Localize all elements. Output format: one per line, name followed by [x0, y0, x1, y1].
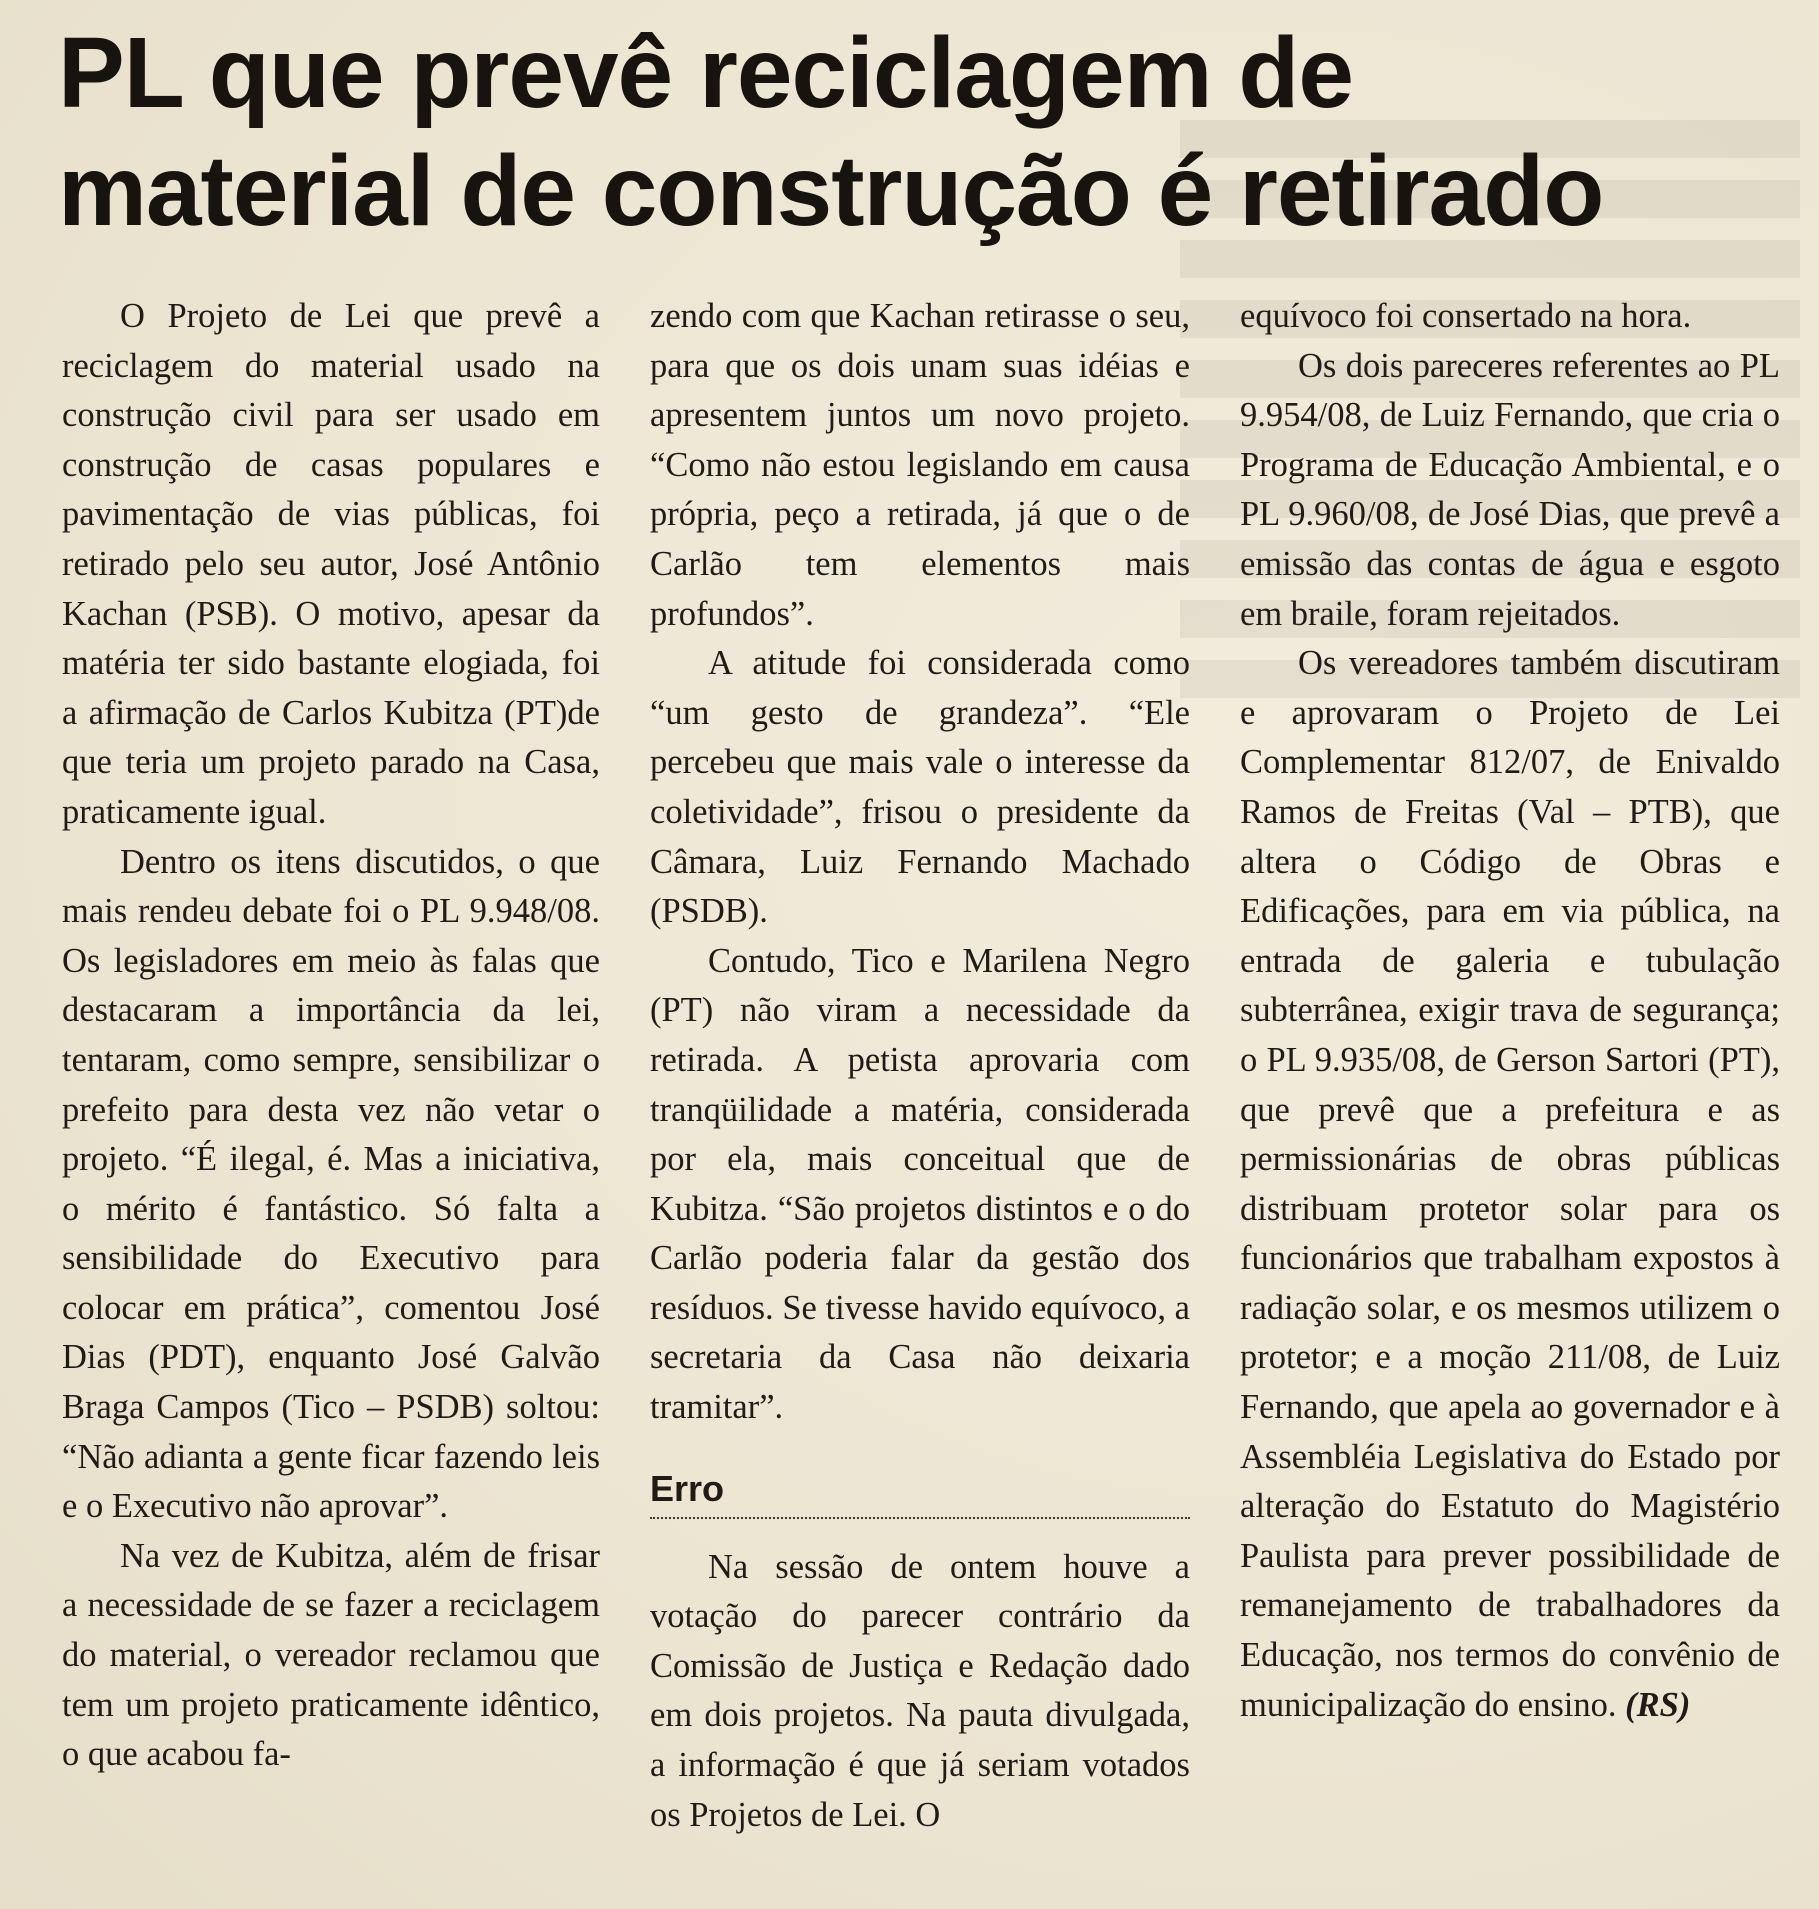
paragraph: Na vez de Kubitza, além de frisar a necessidade de se fazer a reciclagem do material, o vereador reclamou que tem um projeto praticamente idêntico, o que acabou fa- — [62, 1536, 600, 1774]
paragraph: Na sessão de ontem houve a votação do parecer contrário da Comissão de Justiça e Redação dado em dois projetos. Na pauta divulgada, a informação é que já seriam votados os Projetos de Lei. O — [650, 1547, 1190, 1834]
article-column-2 — [650, 292, 1190, 1840]
article-column-3 — [1240, 292, 1780, 1730]
paragraph-text: Os vereadores também discutiram e aprovaram o Projeto de Lei Complementar 812/07, de Enivaldo Ramos de Freitas (Val – PTB), que altera o Código de Obras e Edificações, para em via pública, na entrada de galeria e tubulação subterrânea, exigir trava de segurança; o PL 9.935/08, de Gerson Sartori (PT), que prevê que a prefeitura e as permissionárias de obras públicas distribuam protetor solar para os funcionários que trabalham expostos à radiação solar, e os mesmos utilizem o protetor; e a moção 211/08, de Luiz Fernando, que apela ao governador e à Assembléia Legislativa do Estado por alteração do Estatuto do Magistério Paulista para prever possibilidade de remanejamento de trabalhadores da Educação, nos termos do convênio de municipalização do ensino. — [1240, 644, 1780, 1724]
paragraph: Os dois pareceres referentes ao PL 9.954/08, de Luiz Fernando, que cria o Programa de Educação Ambiental, e o PL 9.960/08, de José Dias, que prevê a emissão das contas de água e esgoto em braile, foram rejeitados. — [1240, 346, 1780, 633]
paragraph: Contudo, Tico e Marilena Negro (PT) não viram a necessidade da retirada. A petista aprovaria com tranqüilidade a matéria, considerada por ela, mais conceitual que de Kubitza. “São projetos distintos e o do Carlão poderia falar da gestão dos resíduos. Se tivesse havido equívoco, a secretaria da Casa não deixaria tramitar”. — [650, 941, 1190, 1427]
article-column-1 — [62, 292, 600, 1780]
headline-line-1: PL que prevê reciclagem de — [58, 17, 1353, 129]
paragraph: Dentro os itens discutidos, o que mais rendeu debate foi o PL 9.948/08. Os legisladores em meio às falas que destacaram a importância da lei, tentaram, como sempre, sensibilizar o prefeito para desta vez não vetar o projeto. “É ilegal, é. Mas a iniciativa, o mérito é fantástico. Só falta a sensibilidade do Executivo para colocar em prática”, comentou José Dias (PDT), enquanto José Galvão Braga Campos (Tico – PSDB) soltou: “Não adianta a gente ficar fazendo leis e o Executivo não aprovar”. — [62, 842, 600, 1526]
headline-line-2: material de construção é retirado — [58, 135, 1604, 247]
paragraph: A atitude foi considerada como “um gesto de grandeza”. “Ele percebeu que mais vale o interesse da coletividade”, frisou o presidente da Câmara, Luiz Fernando Machado (PSDB). — [650, 644, 1190, 931]
paragraph: O Projeto de Lei que prevê a reciclagem do material usado na construção civil para ser usado em construção de casas populares e pavimentação de vias públicas, foi retirado pelo seu autor, José Antônio Kachan (PSB). O motivo, apesar da matéria ter sido bastante elogiada, foi a afirmação de Carlos Kubitza (PT)de que teria um projeto parado na Casa, praticamente igual. — [62, 297, 600, 831]
section-subhead: Erro — [650, 1467, 1190, 1519]
author-byline: (RS) — [1625, 1685, 1691, 1724]
paragraph: equívoco foi consertado na hora. — [1240, 297, 1692, 335]
paragraph — [1240, 639, 1780, 1730]
article-headline — [58, 14, 1778, 250]
paragraph: zendo com que Kachan retirasse o seu, para que os dois unam suas idéias e apresentem juntos um novo projeto. “Como não estou legislando em causa própria, peço a retirada, já que o de Carlão tem elementos mais profundos”. — [650, 297, 1190, 633]
